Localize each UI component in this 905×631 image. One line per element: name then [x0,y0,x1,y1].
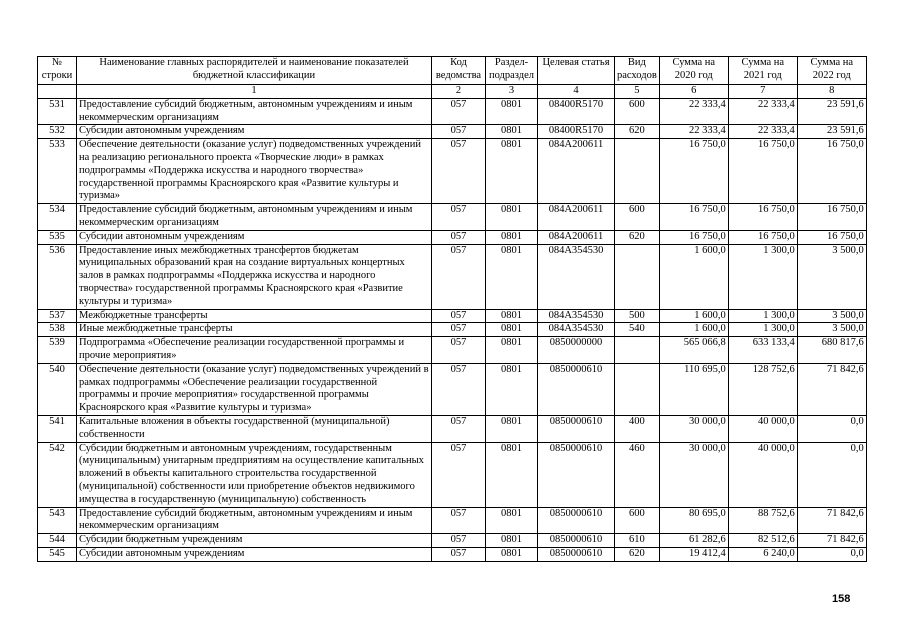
row-sum-2020: 80 695,0 [659,507,728,534]
row-sum-2020: 22 333,4 [659,125,728,139]
row-sum-2020: 22 333,4 [659,98,728,125]
row-number: 545 [38,547,77,561]
row-section-code: 0801 [486,244,538,309]
row-sum-2020: 1 600,0 [659,244,728,309]
row-section-code: 0801 [486,230,538,244]
row-sum-2020: 16 750,0 [659,139,728,204]
col-number: 3 [486,85,538,99]
row-number: 535 [38,230,77,244]
row-sum-2022: 23 591,6 [797,125,866,139]
row-section-code: 0801 [486,204,538,231]
row-sum-2020: 30 000,0 [659,442,728,507]
row-sum-2021: 1 300,0 [728,309,797,323]
col-header-num: № строки [38,57,77,85]
col-header-ved: Код ведомства [432,57,486,85]
row-number: 534 [38,204,77,231]
table-row [38,534,867,548]
row-section-code: 0801 [486,125,538,139]
row-ved-code: 057 [432,323,486,337]
row-sum-2020: 30 000,0 [659,415,728,442]
row-target-item: 084А354530 [538,244,615,309]
table-row [38,507,867,534]
row-name: Субсидии автономным учреждениям [77,230,432,244]
row-sum-2022: 23 591,6 [797,98,866,125]
row-sum-2021: 6 240,0 [728,547,797,561]
row-name: Иные межбюджетные трансферты [77,323,432,337]
row-target-item: 084А354530 [538,323,615,337]
row-ved-code: 057 [432,337,486,364]
row-name: Подпрограмма «Обеспечение реализации государственной программы и прочие мероприятия» [77,337,432,364]
col-number: 8 [797,85,866,99]
row-target-item: 0850000000 [538,337,615,364]
row-section-code: 0801 [486,363,538,415]
row-sum-2022: 71 842,6 [797,363,866,415]
col-header-cs: Целевая статья [538,57,615,85]
row-expense-type: 460 [615,442,660,507]
row-target-item: 0850000610 [538,363,615,415]
col-number: 2 [432,85,486,99]
row-number: 539 [38,337,77,364]
row-sum-2021: 16 750,0 [728,204,797,231]
table-row [38,337,867,364]
row-section-code: 0801 [486,139,538,204]
row-number: 540 [38,363,77,415]
row-name: Обеспечение деятельности (оказание услуг) подведомственных учреждений на реализацию регионального проекта «Творческие люди» в рамках подпрограммы «Поддержка искусства и народного творчества» государственной программы Красноярского края «Развитие культуры и туризма» [77,139,432,204]
row-sum-2022: 0,0 [797,415,866,442]
row-expense-type: 620 [615,125,660,139]
row-sum-2022: 71 842,6 [797,534,866,548]
row-ved-code: 057 [432,442,486,507]
row-sum-2020: 16 750,0 [659,204,728,231]
row-ved-code: 057 [432,230,486,244]
row-name: Субсидии бюджетным учреждениям [77,534,432,548]
row-name: Субсидии бюджетным и автономным учреждениям, государственным (муниципальным) унитарным предприятиям на осуществление капитальных вложений в объекты капитального строительства государственной (муниципальной) собственности или приобретение объектов недвижимого имущества в государственную (муниципальную) собственность [77,442,432,507]
col-number: 7 [728,85,797,99]
row-sum-2021: 82 512,6 [728,534,797,548]
col-number [38,85,77,99]
row-target-item: 084А200611 [538,230,615,244]
column-number-row [38,85,867,99]
row-expense-type: 500 [615,309,660,323]
row-ved-code: 057 [432,98,486,125]
row-ved-code: 057 [432,507,486,534]
row-target-item: 0850000610 [538,415,615,442]
row-sum-2021: 633 133,4 [728,337,797,364]
row-target-item: 0850000610 [538,547,615,561]
table-row [38,323,867,337]
row-number: 537 [38,309,77,323]
col-header-2022: Сумма на 2022 год [797,57,866,85]
row-target-item: 0850000610 [538,442,615,507]
row-name: Субсидии автономным учреждениям [77,125,432,139]
row-target-item: 0850000610 [538,507,615,534]
row-name: Обеспечение деятельности (оказание услуг) подведомственных учреждений в рамках подпрограммы «Обеспечение реализации государственной программы и прочие мероприятия» государственной программы Красноярского края «Развитие культуры и туризма» [77,363,432,415]
table-row [38,309,867,323]
row-ved-code: 057 [432,139,486,204]
row-name: Предоставление субсидий бюджетным, автономным учреждениям и иным некоммерческим организациям [77,204,432,231]
row-sum-2021: 16 750,0 [728,230,797,244]
row-expense-type: 400 [615,415,660,442]
row-sum-2021: 88 752,6 [728,507,797,534]
row-sum-2021: 1 300,0 [728,244,797,309]
row-expense-type: 600 [615,98,660,125]
row-number: 533 [38,139,77,204]
row-expense-type [615,139,660,204]
col-header-name: Наименование главных распорядителей и наименование показателей бюджетной классификации [77,57,432,85]
row-number: 544 [38,534,77,548]
row-section-code: 0801 [486,337,538,364]
table-row [38,204,867,231]
row-sum-2020: 1 600,0 [659,323,728,337]
row-ved-code: 057 [432,309,486,323]
row-ved-code: 057 [432,363,486,415]
row-number: 541 [38,415,77,442]
row-sum-2022: 71 842,6 [797,507,866,534]
row-sum-2020: 19 412,4 [659,547,728,561]
row-sum-2022: 0,0 [797,442,866,507]
row-number: 531 [38,98,77,125]
row-sum-2020: 16 750,0 [659,230,728,244]
row-section-code: 0801 [486,507,538,534]
table-row [38,98,867,125]
row-target-item: 08400R5170 [538,125,615,139]
table-row [38,230,867,244]
row-name: Субсидии автономным учреждениям [77,547,432,561]
row-section-code: 0801 [486,309,538,323]
row-target-item: 084А354530 [538,309,615,323]
row-sum-2021: 40 000,0 [728,415,797,442]
row-number: 543 [38,507,77,534]
row-expense-type [615,363,660,415]
row-sum-2022: 3 500,0 [797,244,866,309]
row-sum-2022: 16 750,0 [797,139,866,204]
row-section-code: 0801 [486,534,538,548]
table-row [38,139,867,204]
row-sum-2020: 1 600,0 [659,309,728,323]
row-ved-code: 057 [432,534,486,548]
row-sum-2022: 3 500,0 [797,309,866,323]
row-ved-code: 057 [432,415,486,442]
row-ved-code: 057 [432,125,486,139]
row-target-item: 084А200611 [538,139,615,204]
row-target-item: 08400R5170 [538,98,615,125]
row-section-code: 0801 [486,415,538,442]
row-expense-type [615,337,660,364]
header-row [38,57,867,85]
row-sum-2020: 565 066,8 [659,337,728,364]
row-expense-type: 610 [615,534,660,548]
row-number: 538 [38,323,77,337]
row-expense-type: 540 [615,323,660,337]
budget-table [37,56,867,562]
row-sum-2022: 680 817,6 [797,337,866,364]
row-ved-code: 057 [432,547,486,561]
row-name: Межбюджетные трансферты [77,309,432,323]
row-number: 532 [38,125,77,139]
row-section-code: 0801 [486,547,538,561]
row-name: Предоставление субсидий бюджетным, автономным учреждениям и иным некоммерческим организациям [77,507,432,534]
col-header-2020: Сумма на 2020 год [659,57,728,85]
row-sum-2020: 110 695,0 [659,363,728,415]
table-row [38,415,867,442]
row-sum-2022: 16 750,0 [797,230,866,244]
row-target-item: 084А200611 [538,204,615,231]
row-name: Капитальные вложения в объекты государственной (муниципальной) собственности [77,415,432,442]
row-sum-2021: 22 333,4 [728,125,797,139]
row-ved-code: 057 [432,244,486,309]
col-header-razd: Раздел-подраздел [486,57,538,85]
page-number: 158 [832,593,851,605]
row-sum-2021: 40 000,0 [728,442,797,507]
table-row [38,125,867,139]
col-number: 5 [615,85,660,99]
row-expense-type [615,244,660,309]
col-number: 6 [659,85,728,99]
col-header-vr: Вид расходов [615,57,660,85]
row-section-code: 0801 [486,98,538,125]
row-number: 542 [38,442,77,507]
table-row [38,363,867,415]
table-body [38,98,867,561]
row-sum-2021: 128 752,6 [728,363,797,415]
row-sum-2021: 22 333,4 [728,98,797,125]
table-row [38,442,867,507]
row-sum-2022: 0,0 [797,547,866,561]
row-sum-2021: 1 300,0 [728,323,797,337]
row-ved-code: 057 [432,204,486,231]
row-section-code: 0801 [486,323,538,337]
row-name: Предоставление субсидий бюджетным, автономным учреждениям и иным некоммерческим организациям [77,98,432,125]
row-expense-type: 620 [615,230,660,244]
table-row [38,547,867,561]
table-row [38,244,867,309]
row-name: Предоставление иных межбюджетных трансфертов бюджетам муниципальных образований края на создание виртуальных концертных залов в рамках подпрограммы «Поддержка искусства и народного творчества» государственной программы Красноярского края «Развитие культуры и туризма» [77,244,432,309]
row-sum-2022: 16 750,0 [797,204,866,231]
row-sum-2022: 3 500,0 [797,323,866,337]
row-target-item: 0850000610 [538,534,615,548]
col-number: 1 [77,85,432,99]
row-sum-2021: 16 750,0 [728,139,797,204]
row-sum-2020: 61 282,6 [659,534,728,548]
row-expense-type: 600 [615,507,660,534]
row-expense-type: 620 [615,547,660,561]
row-number: 536 [38,244,77,309]
row-expense-type: 600 [615,204,660,231]
col-number: 4 [538,85,615,99]
row-section-code: 0801 [486,442,538,507]
col-header-2021: Сумма на 2021 год [728,57,797,85]
